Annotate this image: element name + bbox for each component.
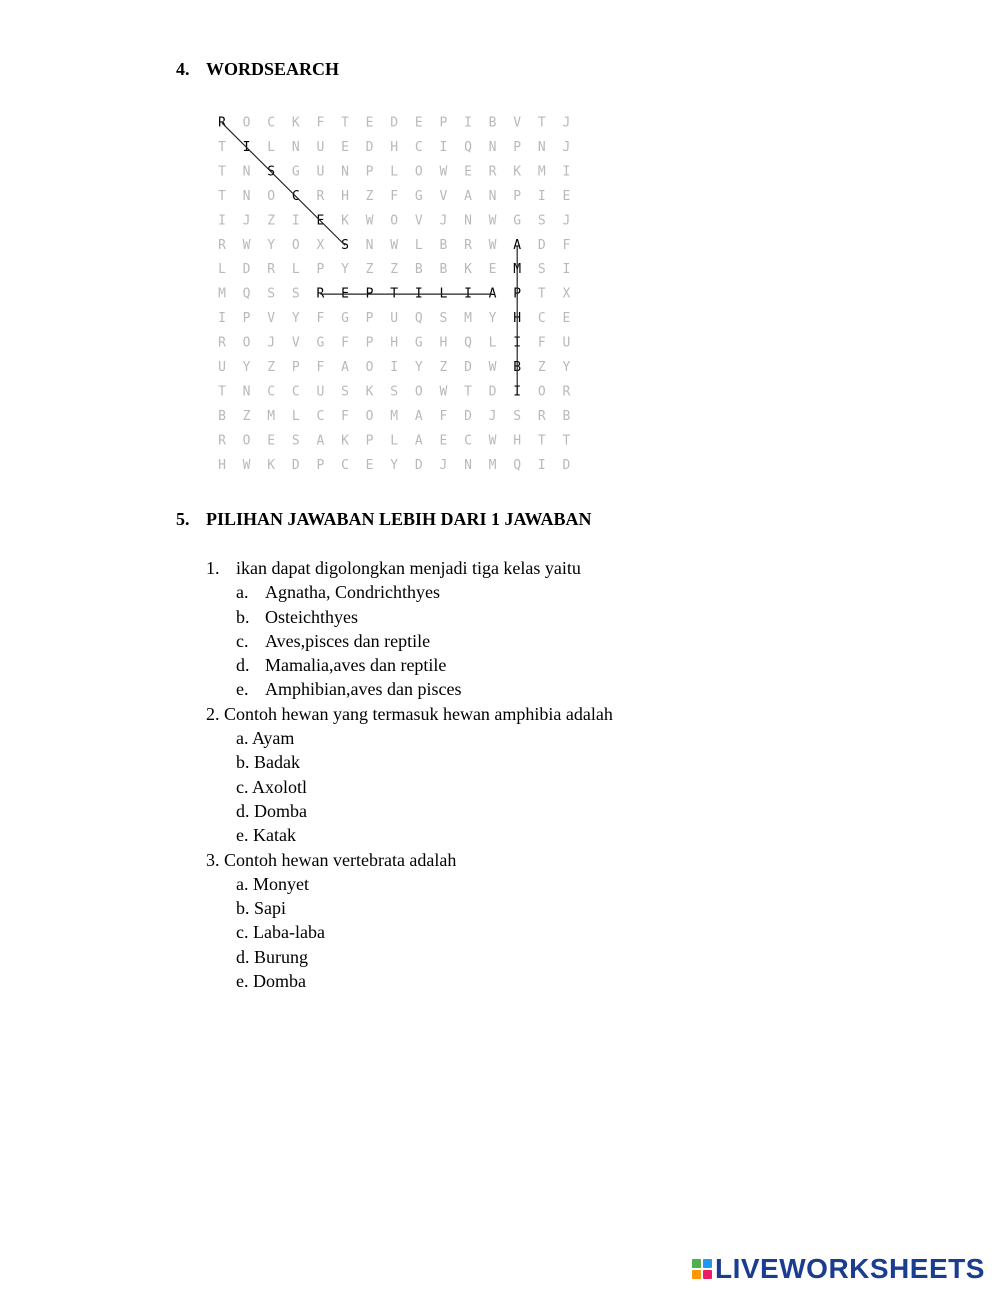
grid-letter[interactable]: M bbox=[390, 408, 399, 424]
grid-letter[interactable]: R bbox=[562, 384, 571, 400]
question-text bbox=[206, 556, 613, 580]
grid-letter[interactable]: U bbox=[390, 311, 399, 327]
grid-letter[interactable]: I bbox=[537, 457, 546, 473]
option-label: c. bbox=[236, 922, 249, 943]
grid-letter[interactable]: D bbox=[242, 262, 251, 278]
grid-letter[interactable]: N bbox=[464, 213, 472, 229]
grid-letter[interactable]: S bbox=[390, 384, 399, 400]
grid-letter[interactable]: Z bbox=[365, 262, 374, 278]
grid-letter[interactable]: G bbox=[414, 335, 423, 351]
grid-letter[interactable]: F bbox=[537, 335, 546, 351]
answer-option[interactable] bbox=[206, 896, 613, 920]
option-text: Aves,pisces dan reptile bbox=[265, 630, 431, 651]
question-3 bbox=[206, 848, 613, 994]
grid-letter[interactable]: Q bbox=[464, 139, 472, 155]
grid-letter[interactable]: C bbox=[414, 139, 423, 155]
grid-letter[interactable]: N bbox=[242, 164, 251, 180]
grid-letter[interactable]: W bbox=[439, 384, 448, 400]
option-label: c. bbox=[236, 776, 249, 797]
option-text: Laba-laba bbox=[253, 922, 325, 943]
grid-letter[interactable]: S bbox=[537, 262, 546, 278]
grid-letter[interactable]: M bbox=[537, 164, 546, 180]
grid-letter[interactable]: P bbox=[242, 311, 251, 327]
liveworksheets-logo bbox=[692, 1254, 985, 1284]
grid-letter[interactable]: E bbox=[414, 115, 423, 131]
answer-option[interactable] bbox=[206, 677, 613, 701]
grid-letter[interactable]: Z bbox=[242, 408, 251, 424]
grid-letter[interactable]: P bbox=[439, 115, 448, 131]
option-text: Mamalia,aves dan reptile bbox=[265, 655, 447, 676]
grid-letter[interactable]: G bbox=[291, 164, 300, 180]
grid-letter[interactable]: D bbox=[291, 457, 300, 473]
grid-letter[interactable]: P bbox=[513, 139, 522, 155]
grid-letter[interactable]: R bbox=[218, 335, 226, 351]
option-text: Domba bbox=[254, 800, 307, 821]
question-text bbox=[206, 848, 613, 872]
answer-option[interactable] bbox=[206, 629, 613, 653]
grid-letter[interactable]: Q bbox=[414, 311, 423, 327]
grid-letter[interactable]: E bbox=[267, 433, 276, 449]
grid-letter[interactable]: M bbox=[513, 262, 522, 278]
grid-letter[interactable]: D bbox=[365, 139, 374, 155]
grid-letter[interactable]: A bbox=[513, 237, 522, 253]
answer-option[interactable] bbox=[206, 945, 613, 969]
grid-letter[interactable]: C bbox=[537, 311, 546, 327]
grid-letter[interactable]: G bbox=[341, 311, 349, 327]
option-label: a. bbox=[236, 582, 249, 603]
grid-letter[interactable]: R bbox=[316, 286, 325, 302]
grid-letter[interactable]: K bbox=[464, 262, 472, 278]
grid-letter[interactable]: J bbox=[562, 115, 571, 131]
grid-letter[interactable]: Y bbox=[414, 360, 423, 375]
grid-letter[interactable]: D bbox=[488, 384, 497, 400]
question-1 bbox=[206, 556, 613, 702]
option-label: a. bbox=[236, 728, 249, 749]
option-label: e. bbox=[236, 679, 249, 700]
grid-letter[interactable]: R bbox=[464, 237, 472, 253]
grid-letter[interactable]: C bbox=[316, 408, 325, 424]
grid-letter[interactable]: S bbox=[439, 311, 448, 327]
wordsearch-svg[interactable] bbox=[200, 105, 600, 485]
grid-letter[interactable]: P bbox=[291, 360, 300, 375]
grid-letter[interactable]: S bbox=[267, 286, 276, 302]
grid-letter[interactable]: E bbox=[562, 311, 571, 327]
brand-name: LIVEWORKSHEETS bbox=[715, 1253, 985, 1284]
grid-letter[interactable]: K bbox=[291, 115, 300, 131]
grid-letter[interactable]: P bbox=[365, 433, 374, 449]
grid-letter[interactable]: G bbox=[513, 213, 522, 229]
grid-letter[interactable]: P bbox=[316, 457, 325, 473]
grid-letter[interactable]: T bbox=[537, 286, 546, 302]
grid-letter[interactable]: R bbox=[218, 433, 226, 449]
grid-letter[interactable]: K bbox=[513, 164, 522, 180]
grid-letter[interactable]: D bbox=[537, 237, 546, 253]
grid-letter[interactable]: P bbox=[513, 286, 522, 302]
answer-option[interactable] bbox=[206, 920, 613, 944]
option-text: Amphibian,aves dan pisces bbox=[265, 679, 462, 700]
grid-letter[interactable]: O bbox=[242, 115, 251, 131]
option-label: d. bbox=[236, 655, 250, 676]
grid-letter[interactable]: G bbox=[316, 335, 325, 351]
grid-letter[interactable]: M bbox=[464, 311, 472, 327]
grid-letter[interactable]: B bbox=[513, 360, 522, 375]
grid-letter[interactable]: U bbox=[562, 335, 571, 351]
grid-letter[interactable]: I bbox=[218, 213, 226, 229]
grid-letter[interactable]: A bbox=[464, 188, 472, 204]
option-text: Osteichthyes bbox=[265, 606, 358, 627]
grid-letter[interactable]: R bbox=[218, 115, 226, 131]
grid-letter[interactable]: Z bbox=[267, 213, 276, 229]
logo-block bbox=[692, 1270, 701, 1279]
question-2 bbox=[206, 702, 613, 848]
option-text: Domba bbox=[253, 971, 306, 992]
grid-letter[interactable]: P bbox=[365, 286, 374, 302]
grid-letter[interactable]: I bbox=[562, 262, 571, 278]
grid-letter[interactable]: S bbox=[291, 433, 300, 449]
grid-letter[interactable]: Y bbox=[291, 311, 300, 327]
grid-letter[interactable]: H bbox=[513, 311, 522, 327]
grid-letter[interactable]: J bbox=[267, 335, 276, 351]
grid-letter[interactable]: L bbox=[414, 237, 423, 253]
answer-option[interactable] bbox=[206, 605, 613, 629]
grid-letter[interactable]: H bbox=[390, 139, 399, 155]
grid-letter[interactable]: N bbox=[242, 384, 251, 400]
grid-letter[interactable]: T bbox=[218, 188, 226, 204]
grid-letter[interactable]: H bbox=[218, 457, 226, 473]
grid-letter[interactable]: T bbox=[218, 384, 226, 400]
grid-letter[interactable]: S bbox=[341, 384, 349, 400]
question-number: 3. bbox=[206, 849, 220, 870]
grid-letter[interactable]: T bbox=[464, 384, 472, 400]
option-label: d. bbox=[236, 946, 250, 967]
grid-letter[interactable]: A bbox=[316, 433, 325, 449]
grid-letter[interactable]: O bbox=[537, 384, 546, 400]
grid-letter[interactable]: L bbox=[488, 335, 497, 351]
grid-letter[interactable]: M bbox=[488, 457, 497, 473]
grid-letter[interactable]: R bbox=[537, 408, 546, 424]
grid-letter[interactable]: M bbox=[218, 286, 226, 302]
grid-letter[interactable]: D bbox=[464, 360, 472, 375]
grid-letter[interactable]: I bbox=[513, 384, 522, 400]
grid-letter[interactable]: O bbox=[291, 237, 300, 253]
grid-letter[interactable]: E bbox=[365, 115, 374, 131]
grid-letter[interactable]: D bbox=[414, 457, 423, 473]
grid-letter[interactable]: I bbox=[562, 164, 571, 180]
grid-letter[interactable]: J bbox=[242, 213, 251, 229]
grid-letter[interactable]: M bbox=[267, 408, 276, 424]
answer-option[interactable] bbox=[206, 580, 613, 604]
grid-letter[interactable]: F bbox=[439, 408, 448, 424]
grid-letter[interactable]: W bbox=[488, 433, 497, 449]
grid-letter[interactable]: O bbox=[242, 433, 251, 449]
grid-letter[interactable]: K bbox=[341, 213, 349, 229]
question-number: 2. bbox=[206, 703, 220, 724]
grid-letter[interactable]: N bbox=[488, 188, 497, 204]
grid-letter[interactable]: J bbox=[562, 213, 571, 229]
grid-letter[interactable]: W bbox=[242, 457, 251, 473]
grid-letter[interactable]: U bbox=[316, 139, 325, 155]
question-list bbox=[206, 556, 613, 993]
grid-letter[interactable]: E bbox=[341, 139, 349, 155]
grid-letter[interactable]: E bbox=[316, 213, 325, 229]
grid-letter[interactable]: O bbox=[365, 360, 374, 375]
logo-block bbox=[703, 1259, 712, 1268]
grid-letter[interactable]: T bbox=[562, 433, 571, 449]
grid-letter[interactable]: O bbox=[390, 213, 399, 229]
grid-letter[interactable]: B bbox=[488, 115, 497, 131]
grid-letter[interactable]: U bbox=[316, 384, 325, 400]
grid-letter[interactable]: E bbox=[341, 286, 349, 302]
grid-letter[interactable]: B bbox=[218, 408, 226, 424]
grid-letter[interactable]: W bbox=[242, 237, 251, 253]
grid-letter[interactable]: H bbox=[341, 188, 349, 204]
grid-letter[interactable]: S bbox=[537, 213, 546, 229]
grid-letter[interactable]: J bbox=[439, 457, 448, 473]
grid-letter[interactable]: L bbox=[390, 164, 399, 180]
answer-option[interactable] bbox=[206, 799, 613, 823]
grid-letter[interactable]: F bbox=[390, 188, 399, 204]
grid-letter[interactable]: Z bbox=[390, 262, 399, 278]
option-text: Burung bbox=[254, 946, 308, 967]
grid-letter[interactable]: E bbox=[439, 433, 448, 449]
grid-letter[interactable]: W bbox=[439, 164, 448, 180]
grid-letter[interactable]: H bbox=[390, 335, 399, 351]
found-word-line bbox=[222, 123, 345, 245]
option-text: Monyet bbox=[253, 873, 309, 894]
grid-letter[interactable]: W bbox=[390, 237, 399, 253]
grid-letter[interactable]: P bbox=[365, 311, 374, 327]
grid-letter[interactable]: T bbox=[537, 115, 546, 131]
question-number: 1. bbox=[206, 558, 220, 578]
grid-letter[interactable]: C bbox=[291, 384, 300, 400]
grid-letter[interactable]: Y bbox=[341, 262, 349, 278]
grid-letter[interactable]: F bbox=[562, 237, 571, 253]
grid-letter[interactable]: U bbox=[316, 164, 325, 180]
option-label: c. bbox=[236, 630, 249, 651]
grid-letter[interactable]: J bbox=[488, 408, 497, 424]
grid-letter[interactable]: T bbox=[390, 286, 399, 302]
grid-letter[interactable]: I bbox=[414, 286, 423, 302]
grid-letter[interactable]: K bbox=[267, 457, 276, 473]
option-text: Badak bbox=[254, 752, 300, 773]
grid-letter[interactable]: L bbox=[291, 408, 300, 424]
question-text bbox=[206, 702, 613, 726]
grid-letter[interactable]: D bbox=[464, 408, 472, 424]
grid-letter[interactable]: Q bbox=[513, 457, 522, 473]
section-number: 4. bbox=[176, 59, 190, 79]
grid-letter[interactable]: R bbox=[267, 262, 276, 278]
grid-letter[interactable]: I bbox=[439, 139, 448, 155]
grid-letter[interactable]: T bbox=[218, 164, 226, 180]
option-label: b. bbox=[236, 606, 250, 627]
grid-letter[interactable]: J bbox=[562, 139, 571, 155]
grid-letter[interactable]: H bbox=[439, 335, 448, 351]
grid-letter[interactable]: O bbox=[267, 188, 276, 204]
grid-letter[interactable]: C bbox=[464, 433, 472, 449]
answer-option[interactable] bbox=[206, 653, 613, 677]
grid-letter[interactable]: S bbox=[513, 408, 522, 424]
option-label: d. bbox=[236, 800, 250, 821]
grid-letter[interactable]: Z bbox=[439, 360, 448, 375]
grid-letter[interactable]: T bbox=[218, 139, 226, 155]
section-title: PILIHAN JAWABAN LEBIH DARI 1 JAWABAN bbox=[206, 509, 592, 529]
grid-letter[interactable]: F bbox=[341, 335, 349, 351]
grid-letter[interactable]: N bbox=[488, 139, 497, 155]
grid-letter[interactable]: W bbox=[365, 213, 374, 229]
grid-letter[interactable]: Q bbox=[242, 286, 251, 302]
grid-letter[interactable]: B bbox=[439, 237, 448, 253]
grid-letter[interactable]: N bbox=[537, 139, 546, 155]
question-prompt: Contoh hewan yang termasuk hewan amphibia adalah bbox=[224, 703, 613, 724]
grid-letter[interactable]: B bbox=[562, 408, 571, 424]
option-label: a. bbox=[236, 873, 249, 894]
grid-letter[interactable]: P bbox=[365, 164, 374, 180]
grid-letter[interactable]: C bbox=[267, 115, 276, 131]
grid-letter[interactable]: I bbox=[537, 188, 546, 204]
option-text: Ayam bbox=[252, 728, 295, 749]
answer-option[interactable] bbox=[206, 872, 613, 896]
grid-letter[interactable]: H bbox=[513, 433, 522, 449]
grid-letter[interactable]: S bbox=[341, 237, 349, 253]
grid-letter[interactable]: W bbox=[488, 237, 497, 253]
grid-letter[interactable]: C bbox=[341, 457, 349, 473]
grid-letter[interactable]: Y bbox=[242, 360, 251, 375]
grid-letter[interactable]: N bbox=[365, 237, 374, 253]
grid-letter[interactable]: E bbox=[562, 188, 571, 204]
grid-letter[interactable]: L bbox=[291, 262, 300, 278]
section-title: WORDSEARCH bbox=[206, 59, 340, 79]
grid-letter[interactable]: Q bbox=[464, 335, 472, 351]
grid-letter[interactable]: A bbox=[488, 286, 497, 302]
grid-letter[interactable]: D bbox=[562, 457, 571, 473]
grid-letter[interactable]: A bbox=[341, 360, 349, 375]
grid-letter[interactable]: V bbox=[267, 311, 276, 327]
grid-letter[interactable]: N bbox=[291, 139, 300, 155]
grid-letter[interactable]: W bbox=[488, 213, 497, 229]
grid-letter[interactable]: Y bbox=[562, 360, 571, 375]
answer-option[interactable] bbox=[206, 775, 613, 799]
section-4-heading bbox=[176, 59, 339, 80]
grid-letter[interactable]: L bbox=[390, 433, 399, 449]
grid-letter[interactable]: I bbox=[464, 286, 472, 302]
grid-letter[interactable]: I bbox=[390, 360, 399, 375]
grid-letter[interactable]: G bbox=[414, 188, 423, 204]
option-text: Agnatha, Condrichthyes bbox=[265, 582, 440, 603]
grid-letter[interactable]: F bbox=[341, 408, 349, 424]
option-text: Axolotl bbox=[252, 776, 308, 797]
grid-letter[interactable]: B bbox=[414, 262, 423, 278]
question-prompt: Contoh hewan vertebrata adalah bbox=[224, 849, 457, 870]
grid-letter[interactable]: Y bbox=[390, 457, 399, 473]
grid-letter[interactable]: E bbox=[365, 457, 374, 473]
grid-letter[interactable]: R bbox=[218, 237, 226, 253]
grid-letter[interactable]: V bbox=[439, 188, 448, 204]
grid-letter[interactable]: J bbox=[439, 213, 448, 229]
grid-letter[interactable]: I bbox=[291, 213, 300, 229]
grid-letter[interactable]: B bbox=[439, 262, 448, 278]
grid-letter[interactable]: P bbox=[365, 335, 374, 351]
option-text: Katak bbox=[253, 825, 296, 846]
grid-letter[interactable]: Z bbox=[365, 188, 374, 204]
grid-letter[interactable]: Y bbox=[267, 237, 276, 253]
grid-letter[interactable]: I bbox=[242, 139, 251, 155]
grid-letter[interactable]: V bbox=[414, 213, 423, 229]
section-number: 5. bbox=[176, 509, 190, 529]
option-label: e. bbox=[236, 825, 249, 846]
grid-letter[interactable]: N bbox=[242, 188, 251, 204]
grid-letter[interactable]: W bbox=[488, 360, 497, 375]
grid-letter[interactable]: K bbox=[341, 433, 349, 449]
grid-letter[interactable]: T bbox=[537, 433, 546, 449]
grid-letter[interactable]: O bbox=[414, 384, 423, 400]
wordsearch-grid[interactable] bbox=[200, 105, 600, 485]
option-text: Sapi bbox=[254, 898, 287, 919]
grid-letter[interactable]: F bbox=[316, 311, 325, 327]
grid-letter[interactable]: L bbox=[439, 286, 448, 302]
grid-letter[interactable]: S bbox=[267, 164, 276, 180]
grid-letter[interactable]: D bbox=[390, 115, 399, 131]
logo-block bbox=[692, 1259, 701, 1268]
grid-letter[interactable]: U bbox=[218, 360, 226, 375]
grid-letter[interactable]: S bbox=[291, 286, 300, 302]
grid-letter[interactable]: I bbox=[513, 335, 522, 351]
option-label: b. bbox=[236, 752, 250, 773]
grid-letter[interactable]: F bbox=[316, 115, 325, 131]
grid-letter[interactable]: X bbox=[316, 237, 325, 253]
answer-option[interactable] bbox=[206, 823, 613, 847]
grid-letter[interactable]: T bbox=[341, 115, 349, 131]
grid-letter[interactable]: R bbox=[316, 188, 325, 204]
option-label: b. bbox=[236, 898, 250, 919]
grid-letter[interactable]: O bbox=[414, 164, 423, 180]
grid-letter[interactable]: E bbox=[488, 262, 497, 278]
grid-letter[interactable]: R bbox=[488, 164, 497, 180]
grid-letter[interactable]: Z bbox=[267, 360, 276, 375]
grid-letter[interactable]: N bbox=[464, 457, 472, 473]
grid-letter[interactable]: Z bbox=[537, 360, 546, 375]
grid-letter[interactable]: E bbox=[464, 164, 472, 180]
grid-letter[interactable]: X bbox=[562, 286, 571, 302]
logo-block bbox=[703, 1270, 712, 1279]
grid-letter[interactable]: L bbox=[267, 139, 276, 155]
logo-mark-icon bbox=[692, 1259, 712, 1279]
grid-letter[interactable]: K bbox=[365, 384, 374, 400]
question-prompt: ikan dapat digolongkan menjadi tiga kelas yaitu bbox=[236, 558, 581, 578]
section-5-heading bbox=[176, 509, 592, 530]
grid-letter[interactable]: O bbox=[365, 408, 374, 424]
grid-letter[interactable]: F bbox=[316, 360, 325, 375]
answer-option[interactable] bbox=[206, 969, 613, 993]
grid-letter[interactable]: C bbox=[267, 384, 276, 400]
grid-letter[interactable]: C bbox=[291, 188, 300, 204]
grid-letter[interactable]: I bbox=[218, 311, 226, 327]
grid-letter[interactable]: V bbox=[513, 115, 522, 131]
grid-letter[interactable]: I bbox=[464, 115, 472, 131]
answer-option[interactable] bbox=[206, 750, 613, 774]
option-label: e. bbox=[236, 971, 249, 992]
grid-letter[interactable]: N bbox=[341, 164, 349, 180]
grid-letter[interactable]: L bbox=[218, 262, 226, 278]
grid-letter[interactable]: O bbox=[242, 335, 251, 351]
answer-option[interactable] bbox=[206, 726, 613, 750]
grid-letter[interactable]: V bbox=[291, 335, 300, 351]
grid-letter[interactable]: A bbox=[414, 433, 423, 449]
grid-letter[interactable]: Y bbox=[488, 311, 497, 327]
grid-letter[interactable]: P bbox=[513, 188, 522, 204]
grid-letter[interactable]: A bbox=[414, 408, 423, 424]
grid-letter[interactable]: P bbox=[316, 262, 325, 278]
